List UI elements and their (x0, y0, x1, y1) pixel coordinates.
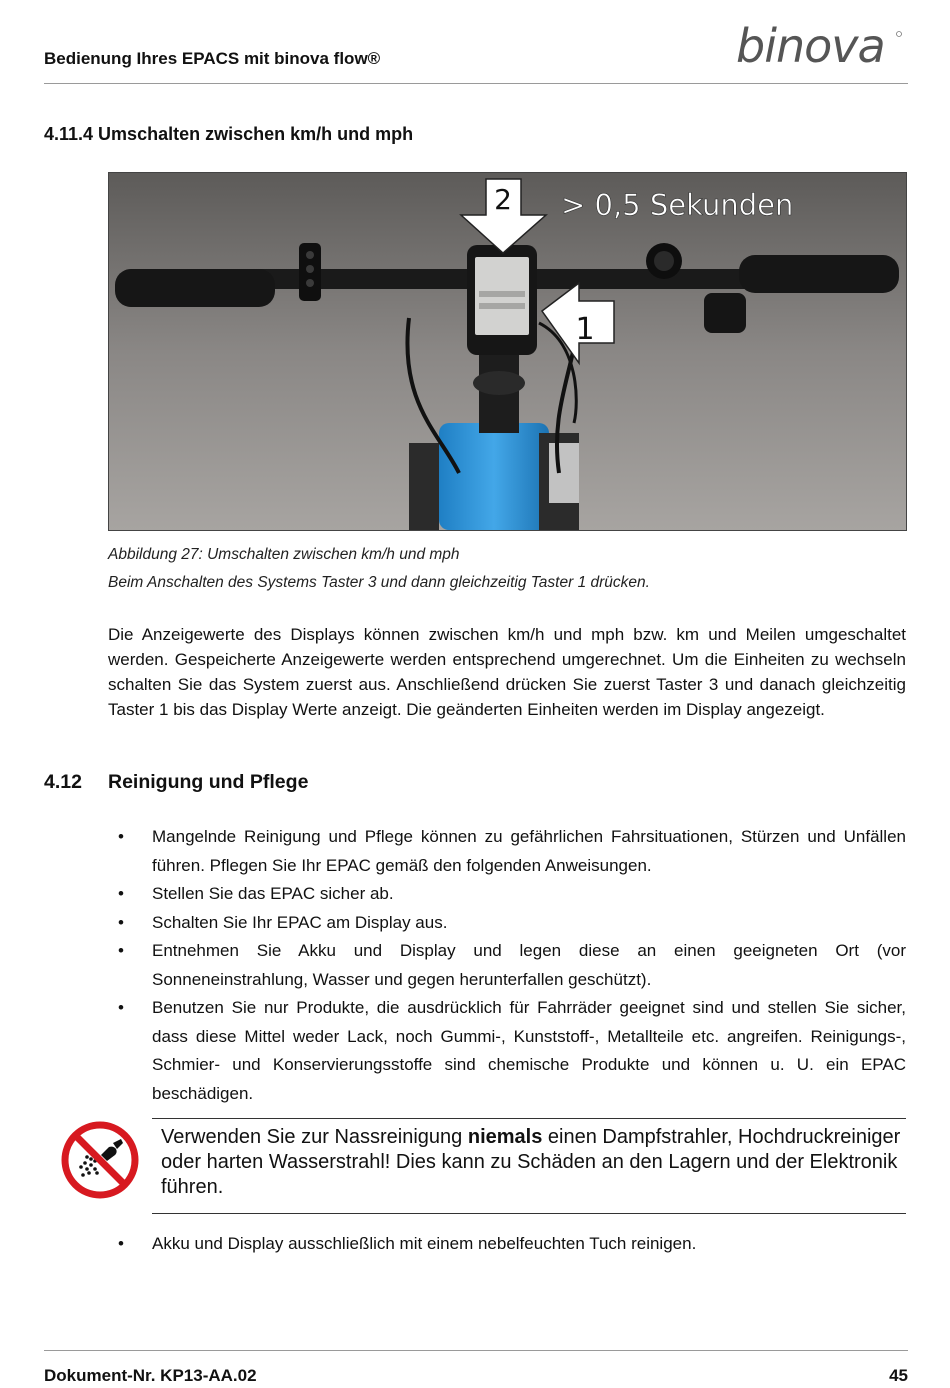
section-number-4-12: 4.12 (44, 771, 82, 793)
logo-text: binova (736, 20, 885, 72)
bullet-glyph: • (118, 941, 124, 960)
bullet-glyph: • (118, 912, 124, 932)
handlebar-photo (108, 172, 907, 531)
list-item-text: Benutzen Sie nur Produkte, die ausdrücklich für Fahrräder geeignet sind und stellen Sie sicher, dass diese Mittel weder Lack, noch Gummi-, Kunststoff-, Metallteile etc. angreifen. Reinigungs-, Schmier- und Konservierungsstoffe sind chemische Produkte und können u. U. ein EPAC beschädigen. (152, 998, 906, 1103)
list-item-text: Entnehmen Sie Akku und Display und legen diese an einen geeigneten Ort (vor Sonneneinstrahlung, Wasser und gegen herunterfallen geschützt). (152, 941, 906, 989)
section-title-4-12: Reinigung und Pflege (108, 771, 309, 793)
arrow-1-label: 1 (575, 312, 595, 347)
list-item (118, 909, 906, 938)
section-heading-4-11-4: 4.11.4 Umschalten zwischen km/h und mph (44, 124, 414, 144)
header-title: Bedienung Ihres EPACS mit binova flow® (44, 49, 381, 68)
list-item (118, 880, 906, 909)
handlebar-illustration (109, 173, 906, 530)
arrow-2-label: 2 (494, 183, 512, 216)
warning-box (152, 1118, 906, 1214)
list-item-text: Stellen Sie das EPAC sicher ab. (152, 884, 394, 903)
list-item (118, 1230, 906, 1259)
list-item (118, 937, 906, 994)
page-number: 45 (889, 1366, 908, 1385)
list-item-text: Mangelnde Reinigung und Pflege können zu gefährlichen Fahrsituationen, Stürzen und Unfällen führen. Pflegen Sie Ihr EPAC gemäß den folgenden Anweisungen. (152, 827, 906, 875)
duration-text: > 0,5 Sekunden (561, 188, 794, 222)
figure-instruction: Beim Anschalten des Systems Taster 3 und dann gleichzeitig Taster 1 drücken. (108, 574, 650, 591)
page-footer (44, 1350, 908, 1388)
binova-logo (736, 20, 908, 72)
list-item-text: Akku und Display ausschließlich mit einem nebelfeuchten Tuch reinigen. (152, 1234, 697, 1253)
cleaning-bullet-list (118, 823, 906, 1108)
body-paragraph: Die Anzeigewerte des Displays können zwischen km/h und mph bzw. km und Meilen umgeschaltet werden. Gespeicherte Anzeigewerte werden entsprechend umgerechnet. Um die Einheiten zu wechseln schalten Sie das System zuerst aus. Anschließend drücken Sie zuerst Taster 3 und danach gleichzeitig Taster 1 bis das Display Werte anzeigt. Die geänderten Einheiten werden im Display angezeigt. (108, 625, 906, 719)
document-number: Dokument-Nr. KP13-AA.02 (44, 1366, 257, 1385)
list-item (118, 823, 906, 880)
list-item-text: Schalten Sie Ihr EPAC am Display aus. (152, 912, 448, 932)
list-item (118, 994, 906, 1108)
bullet-glyph: • (118, 827, 124, 846)
warning-emphasis: niemals (467, 1126, 543, 1148)
bullet-glyph: • (118, 884, 124, 903)
bullet-glyph: • (118, 1234, 124, 1253)
warning-text: Verwenden Sie zur Nassreinigung niemals einen Dampfstrahler, Hochdruckreiniger oder harten Wasserstrahl! Dies kann zu Schäden an den Lagern und der Elektronik führen. (161, 1126, 901, 1198)
no-water-spray-icon (61, 1121, 139, 1199)
bullet-glyph: • (118, 998, 124, 1017)
page-header (44, 0, 908, 84)
cleaning-bullet-list-2 (118, 1230, 906, 1259)
figure-caption: Abbildung 27: Umschalten zwischen km/h und mph (108, 546, 460, 563)
